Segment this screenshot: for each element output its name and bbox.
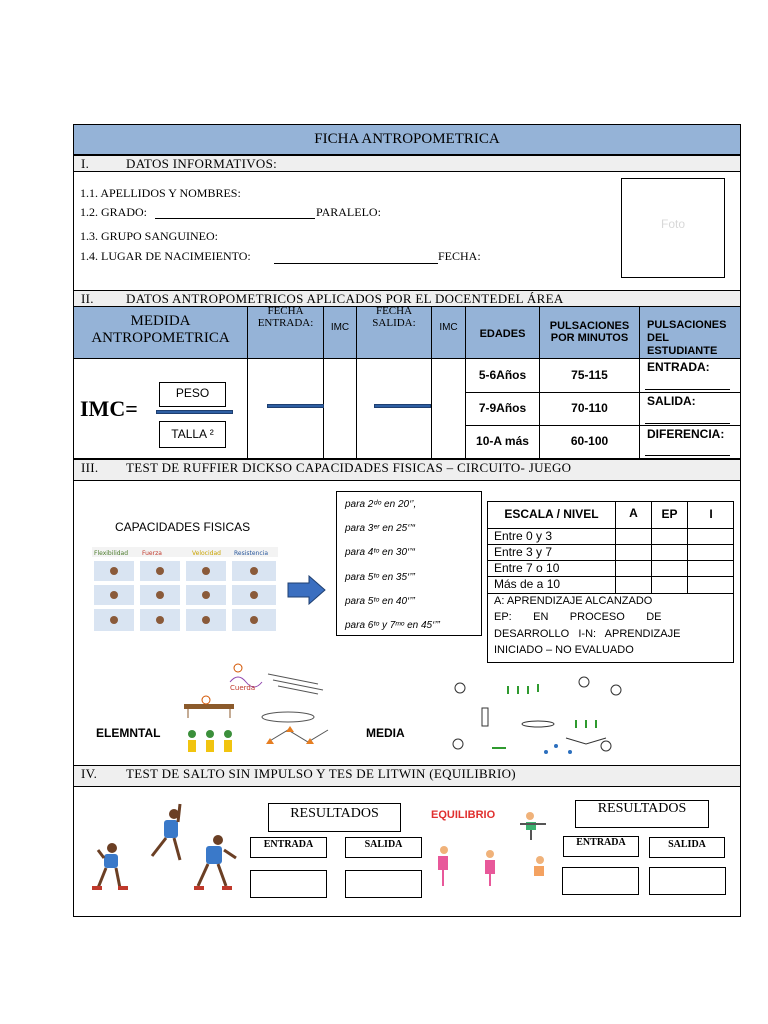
scale-row: Más de a 10: [494, 577, 561, 591]
fecha-salida-header-2: SALIDA:: [372, 317, 416, 329]
resultados-right-box: [575, 800, 709, 828]
legend-line: A: APRENDIZAJE ALCANZADO: [494, 595, 653, 607]
section-4-number: IV.: [81, 766, 98, 781]
grade-line: para 4ᵗᵒ en 30‘’“: [345, 547, 415, 558]
grade-line: para 6ᵗᵒ y 7ᵐᵒ en 45‘’”: [345, 620, 440, 631]
diferencia-input-line[interactable]: [645, 455, 730, 456]
divider: [247, 307, 248, 458]
entrada-right-input[interactable]: [562, 867, 639, 895]
resultados-right-label: RESULTADOS: [597, 801, 687, 816]
imc-header-2: IMC: [439, 322, 458, 333]
legend-line: DESARROLLO I-N: APRENDIZAJE: [494, 628, 681, 640]
grade-line: para 5ᵗᵒ en 35‘’”: [345, 572, 415, 583]
imc-exit-line[interactable]: [374, 404, 431, 408]
divider: [73, 358, 741, 359]
media-circuit-image: [446, 668, 632, 760]
grades-box: [336, 491, 482, 636]
talla-label: TALLA ²: [171, 427, 214, 441]
entrada-label: ENTRADA:: [647, 360, 710, 374]
entrada-right-label: ENTRADA: [576, 837, 626, 848]
scale-row: Entre 3 y 7: [494, 545, 553, 559]
lugar-label: 1.4. LUGAR DE NACIMEIENTO:: [80, 249, 251, 263]
capacidades-chart-image: [88, 543, 282, 638]
salida-right-label: SALIDA: [668, 839, 706, 850]
imc-entry-line[interactable]: [267, 404, 324, 408]
elemental-circuit-image: [178, 662, 348, 762]
media-label: MEDIA: [366, 726, 405, 740]
apellidos-label: 1.1. APELLIDOS Y NOMBRES:: [80, 186, 241, 200]
svg-text:Flexibilidad: Flexibilidad: [94, 550, 129, 557]
cuerda-label: Cuerda: [230, 684, 256, 692]
balance-test-image: [430, 810, 556, 892]
resultados-left-label: RESULTADOS: [290, 806, 379, 821]
medida-header-2: ANTROPOMETRICA: [91, 330, 230, 346]
fecha-entrada-header-1: FECHA: [267, 305, 304, 317]
capacidades-label: CAPACIDADES FISICAS: [115, 520, 251, 534]
pul-est-header-1: PULSACIONES: [647, 319, 727, 331]
pulso-cell: 60-100: [570, 434, 609, 448]
salida-label: SALIDA:: [647, 394, 696, 408]
medida-header-1: MEDIDA: [130, 313, 191, 329]
imc-header-1: IMC: [330, 322, 350, 333]
svg-text:Resistencia: Resistencia: [234, 550, 268, 557]
salida-right-box: [649, 837, 725, 858]
diferencia-label: DIFERENCIA:: [647, 427, 725, 441]
grade-line: para 2ᵈᵒ en 20‘’,: [345, 499, 417, 510]
right-arrow-icon: [287, 575, 327, 605]
grado-label: 1.2. GRADO:: [80, 205, 148, 219]
peso-box: [159, 382, 226, 407]
edad-cell: 5-6Años: [478, 368, 527, 382]
section-4-bar: [73, 765, 741, 787]
section-3-bar: [73, 459, 741, 481]
scale-header: ESCALA / NIVEL: [504, 507, 599, 521]
divider: [465, 425, 741, 426]
entrada-left-label: ENTRADA: [263, 839, 314, 850]
fraction-bar: [156, 410, 233, 414]
svg-text:Fuerza: Fuerza: [142, 550, 162, 557]
paralelo-label: PARALELO:: [316, 205, 381, 219]
pulso-cell: 75-115: [571, 368, 608, 382]
edad-cell: 7-9Años: [478, 401, 527, 415]
equilibrio-label: EQUILIBRIO: [431, 809, 496, 821]
fecha-label: FECHA:: [438, 249, 481, 263]
pulso-cell: 70-110: [571, 401, 608, 415]
section-1-number: I.: [81, 156, 90, 171]
section-3-heading: TEST DE RUFFIER DICKSO CAPACIDADES FISICAS – CIRCUITO- JUEGO: [126, 460, 572, 475]
edades-header: EDADES: [479, 328, 526, 340]
section-2-heading: DATOS ANTROPOMETRICOS APLICADOS POR EL DOCENTEDEL ÁREA: [126, 291, 564, 306]
photo-box[interactable]: [621, 178, 725, 278]
scale-header: I: [709, 507, 713, 521]
lugar-input-line[interactable]: [274, 263, 438, 264]
edad-cell: 10-A más: [476, 434, 529, 448]
page-title: FICHA ANTROPOMETRICA: [314, 131, 500, 147]
salida-right-input[interactable]: [649, 867, 726, 895]
divider: [639, 307, 640, 458]
legend-line: EP: EN PROCESO DE: [494, 611, 662, 623]
pulsaciones-header-2: POR MINUTOS: [550, 332, 629, 344]
divider: [356, 307, 357, 458]
section-1-bar: [73, 155, 741, 172]
pul-est-header-3: ESTUDIANTE: [647, 345, 718, 357]
entrada-input-line[interactable]: [645, 389, 730, 390]
section-1-heading: DATOS INFORMATIVOS:: [126, 156, 278, 171]
grado-input-line[interactable]: [155, 218, 315, 219]
scale-row: Entre 7 o 10: [494, 561, 560, 575]
salida-input-line[interactable]: [645, 423, 730, 424]
elemental-label: ELEMNTAL: [96, 726, 161, 740]
grade-line: para 3ᵉʳ en 25‘’“: [345, 523, 415, 534]
talla-box: [159, 421, 226, 448]
divider: [465, 392, 741, 393]
grupo-label: 1.3. GRUPO SANGUINEO:: [80, 229, 219, 243]
scale-row: Entre 0 y 3: [494, 529, 553, 543]
salida-left-box: [345, 837, 422, 858]
svg-text:Velocidad: Velocidad: [192, 550, 221, 557]
imc-label: IMC=: [80, 396, 138, 421]
scale-header: EP: [661, 507, 678, 521]
divider: [487, 593, 734, 594]
resultados-left-box: [268, 803, 401, 832]
salida-left-label: SALIDA: [364, 839, 403, 850]
grade-line: para 5ᵗᵒ en 40‘’”: [345, 596, 415, 607]
photo-label: Foto: [660, 217, 685, 231]
section-4-heading: TEST DE SALTO SIN IMPULSO Y TES DE LITWIN (EQUILIBRIO): [126, 766, 516, 781]
title-bar: [73, 124, 741, 155]
entrada-right-box: [563, 836, 639, 857]
fecha-entrada-header-2: ENTRADA:: [257, 317, 314, 329]
pul-est-header-2: DEL: [647, 332, 669, 344]
scale-header: A: [629, 506, 638, 520]
fecha-salida-header-1: FECHA: [375, 305, 413, 317]
pulsaciones-header-1: PULSACIONES: [549, 320, 630, 332]
legend-line: INICIADO – NO EVALUADO: [494, 644, 634, 656]
entrada-left-box: [250, 837, 327, 858]
entrada-left-input[interactable]: [250, 870, 327, 898]
section-2-number: II.: [81, 291, 94, 306]
section-3-number: III.: [81, 460, 99, 475]
salida-left-input[interactable]: [345, 870, 422, 898]
peso-label: PESO: [175, 386, 210, 400]
jump-test-image: [90, 800, 240, 898]
